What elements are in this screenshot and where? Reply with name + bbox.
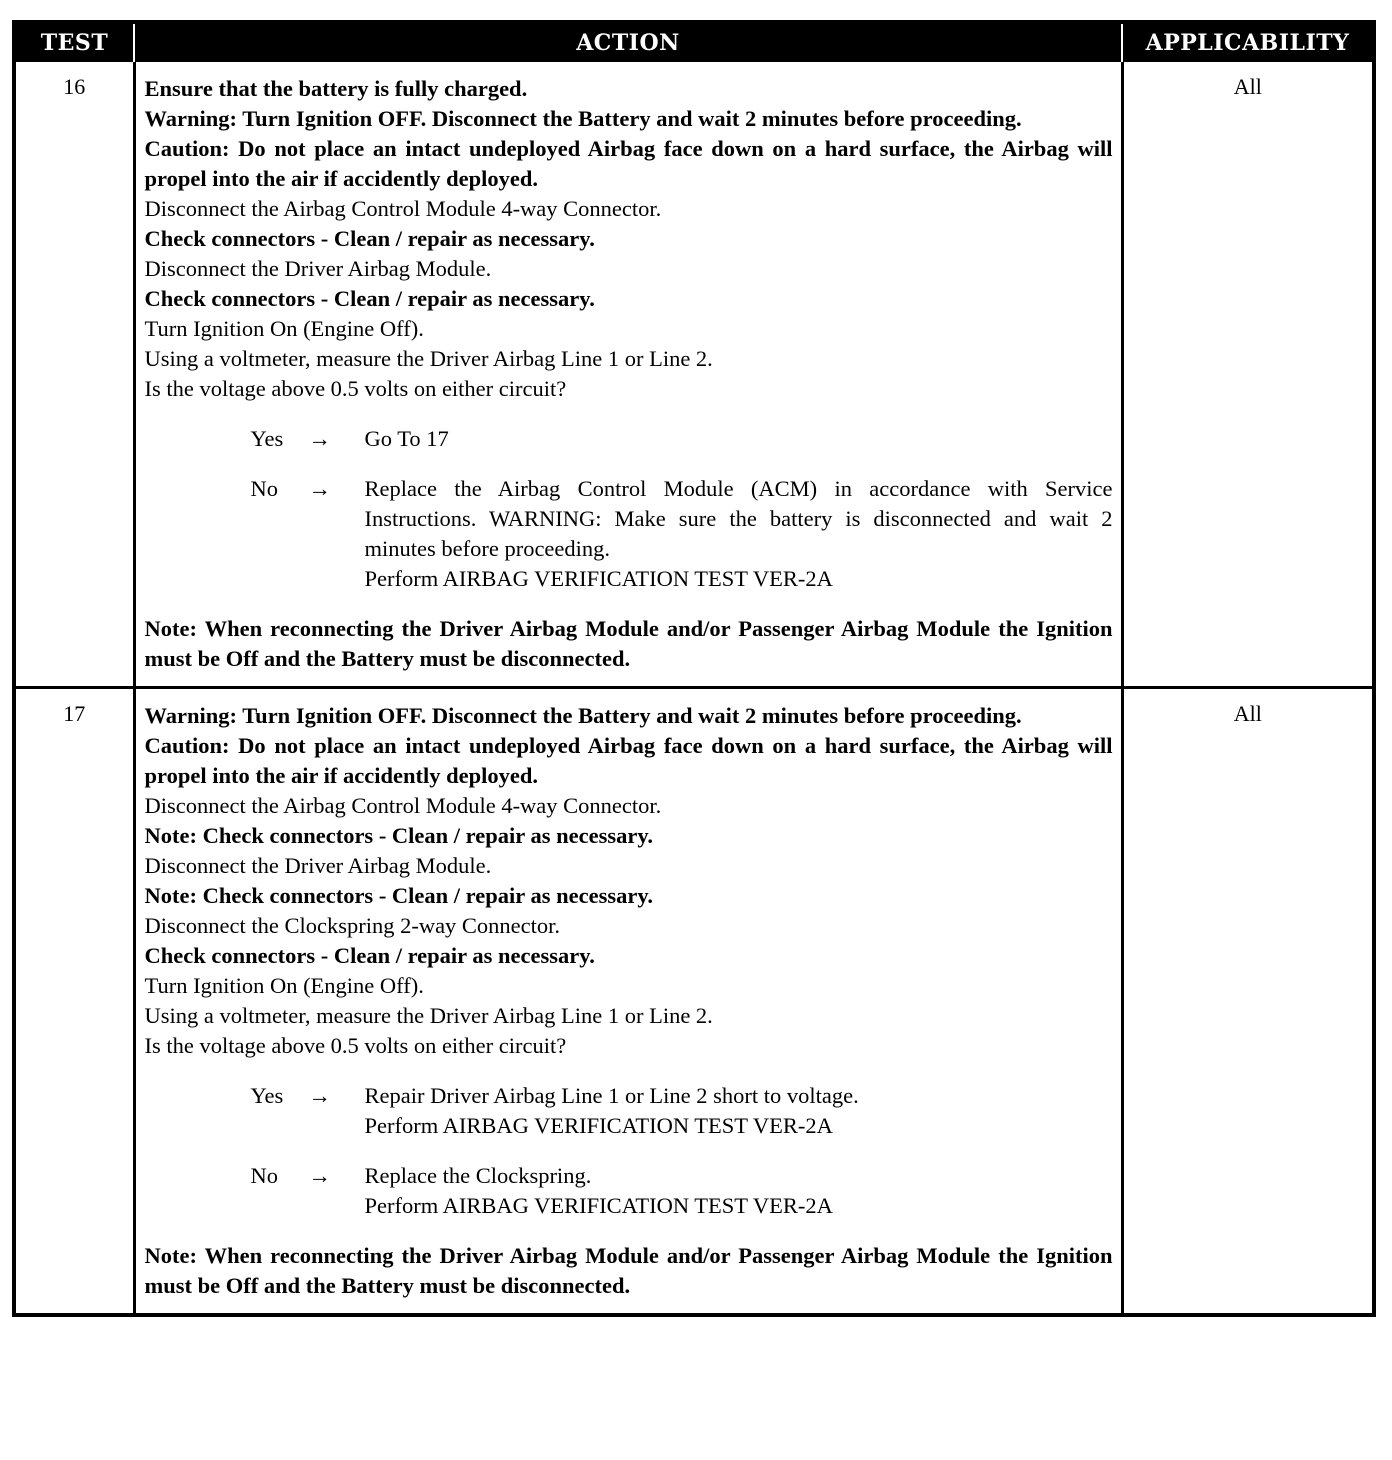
outcome-answer: No bbox=[250, 476, 278, 501]
outcome-result-line: Go To 17 bbox=[364, 426, 449, 451]
action-warning-line: Check connectors - Clean / repair as necessary. bbox=[144, 286, 595, 311]
outcome-result-line: Perform AIRBAG VERIFICATION TEST VER-2A bbox=[364, 566, 833, 591]
header-test: TEST bbox=[16, 24, 134, 62]
outcome-result-line: Replace the Airbag Control Module (ACM) in accordance with Service Instructions. WARNING: Make sure the battery is disconnected and wait 2 minutes before proceeding. bbox=[364, 476, 1113, 561]
test-table bbox=[16, 24, 1372, 1313]
arrow-right-icon: → bbox=[308, 426, 331, 451]
table-header bbox=[16, 24, 1372, 62]
table-row bbox=[16, 62, 1372, 688]
outcome-answer: No bbox=[250, 1163, 278, 1188]
test-number: 16 bbox=[63, 74, 86, 99]
action-step-line: Disconnect the Driver Airbag Module. bbox=[144, 256, 492, 281]
action-step-line: Disconnect the Airbag Control Module 4-way Connector. bbox=[144, 793, 662, 818]
action-warning-line: Caution: Do not place an intact undeployed Airbag face down on a hard surface, the Airbag will propel into the air if accidently deployed. bbox=[144, 733, 1113, 788]
outcome-answer: Yes bbox=[250, 1083, 284, 1108]
action-step-line: Using a voltmeter, measure the Driver Airbag Line 1 or Line 2. bbox=[144, 346, 713, 371]
action-cell bbox=[134, 688, 1122, 1314]
outcome-no bbox=[251, 1161, 1113, 1221]
action-warning-line: Check connectors - Clean / repair as necessary. bbox=[144, 943, 595, 968]
outcome-result bbox=[365, 424, 1113, 454]
outcome-result bbox=[365, 1161, 1113, 1221]
action-warning-line: Note: Check connectors - Clean / repair as necessary. bbox=[144, 883, 653, 908]
action-warning-line: Warning: Turn Ignition OFF. Disconnect the Battery and wait 2 minutes before proceeding. bbox=[144, 106, 1022, 131]
diagnostic-test-table bbox=[12, 20, 1376, 1317]
outcome-result bbox=[365, 474, 1113, 594]
action-step-line: Turn Ignition On (Engine Off). bbox=[144, 316, 424, 341]
action-step-line: Turn Ignition On (Engine Off). bbox=[144, 973, 424, 998]
arrow-right-icon: → bbox=[308, 476, 331, 501]
action-cell bbox=[134, 62, 1122, 688]
header-applicability: APPLICABILITY bbox=[1122, 24, 1372, 62]
action-step-line: Disconnect the Driver Airbag Module. bbox=[144, 853, 492, 878]
outcome-result-line: Replace the Clockspring. bbox=[364, 1163, 592, 1188]
action-step-line: Disconnect the Clockspring 2-way Connector. bbox=[144, 913, 561, 938]
reconnect-note: Note: When reconnecting the Driver Airbag Module and/or Passenger Airbag Module the Ignition must be Off and the Battery must be disconnected. bbox=[144, 616, 1113, 671]
applicability-cell: All bbox=[1122, 62, 1372, 688]
action-warning-line: Note: Check connectors - Clean / repair as necessary. bbox=[144, 823, 653, 848]
action-warning-line: Check connectors - Clean / repair as necessary. bbox=[144, 226, 595, 251]
header-action: ACTION bbox=[134, 24, 1122, 62]
outcome-result-line: Perform AIRBAG VERIFICATION TEST VER-2A bbox=[364, 1193, 833, 1218]
reconnect-note: Note: When reconnecting the Driver Airbag Module and/or Passenger Airbag Module the Ignition must be Off and the Battery must be disconnected. bbox=[144, 1243, 1113, 1298]
action-warning-line: Warning: Turn Ignition OFF. Disconnect the Battery and wait 2 minutes before proceeding. bbox=[144, 703, 1022, 728]
action-warning-line: Caution: Do not place an intact undeployed Airbag face down on a hard surface, the Airbag will propel into the air if accidently deployed. bbox=[144, 136, 1113, 191]
action-step-line: Using a voltmeter, measure the Driver Airbag Line 1 or Line 2. bbox=[144, 1003, 713, 1028]
applicability-cell: All bbox=[1122, 688, 1372, 1314]
outcome-yes bbox=[251, 1081, 1113, 1141]
action-warning-line: Ensure that the battery is fully charged. bbox=[144, 76, 528, 101]
arrow-right-icon: → bbox=[308, 1163, 331, 1188]
test-number: 17 bbox=[16, 688, 134, 1314]
outcome-no bbox=[251, 474, 1113, 594]
table-row bbox=[16, 688, 1372, 1314]
outcome-answer: Yes bbox=[250, 426, 284, 451]
outcome-result-line: Repair Driver Airbag Line 1 or Line 2 short to voltage. bbox=[364, 1083, 859, 1108]
header-row bbox=[16, 24, 1372, 62]
outcome-result bbox=[365, 1081, 1113, 1141]
action-step-line: Is the voltage above 0.5 volts on either circuit? bbox=[144, 376, 567, 401]
action-step-line: Disconnect the Airbag Control Module 4-way Connector. bbox=[144, 196, 662, 221]
outcome-yes bbox=[251, 424, 1113, 454]
action-step-line: Is the voltage above 0.5 volts on either circuit? bbox=[144, 1033, 567, 1058]
arrow-right-icon: → bbox=[308, 1083, 331, 1108]
table-body bbox=[16, 62, 1372, 1313]
outcome-result-line: Perform AIRBAG VERIFICATION TEST VER-2A bbox=[364, 1113, 833, 1138]
